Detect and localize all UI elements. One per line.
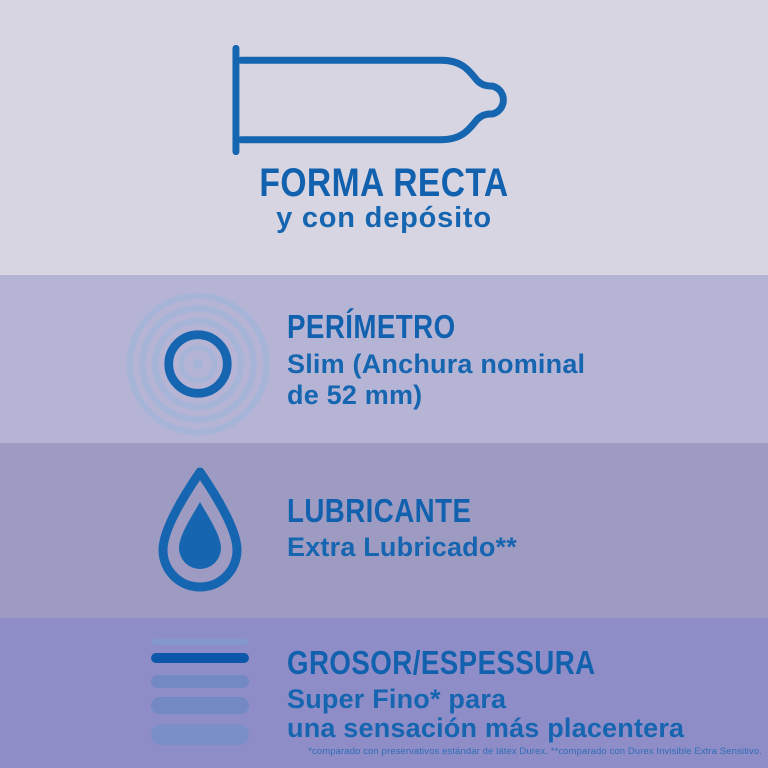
stacked-lines-icon (147, 636, 253, 749)
condom-outline-icon (228, 45, 526, 155)
body-line: Super Fino* para (287, 684, 507, 714)
body-line: Slim (Anchura nominal (287, 349, 586, 379)
section-body (287, 685, 684, 743)
section-subtitle: y con depósito (276, 202, 492, 234)
body-line: de 52 mm) (287, 380, 423, 410)
body-line: Extra Lubricado** (287, 532, 517, 562)
section-lubricant (0, 443, 768, 618)
section-shape (0, 0, 768, 275)
section-body (287, 349, 585, 411)
body-line: una sensación más placentera (287, 713, 685, 743)
section-title: PERÍMETRO (287, 308, 456, 345)
footnote: *comparado con preservativos estándar de látex Durex. **comparado con Durex Invisible Extra Sensitivo. (308, 746, 762, 757)
section-title: GROSOR/ESPESSURA (287, 644, 596, 681)
section-title: LUBRICANTE (287, 492, 472, 529)
section-perimeter (0, 275, 768, 443)
water-drop-icon (154, 466, 246, 592)
section-title: FORMA RECTA (259, 161, 509, 205)
concentric-circles-icon (120, 286, 276, 442)
section-thickness (0, 618, 768, 768)
section-body (287, 532, 517, 563)
